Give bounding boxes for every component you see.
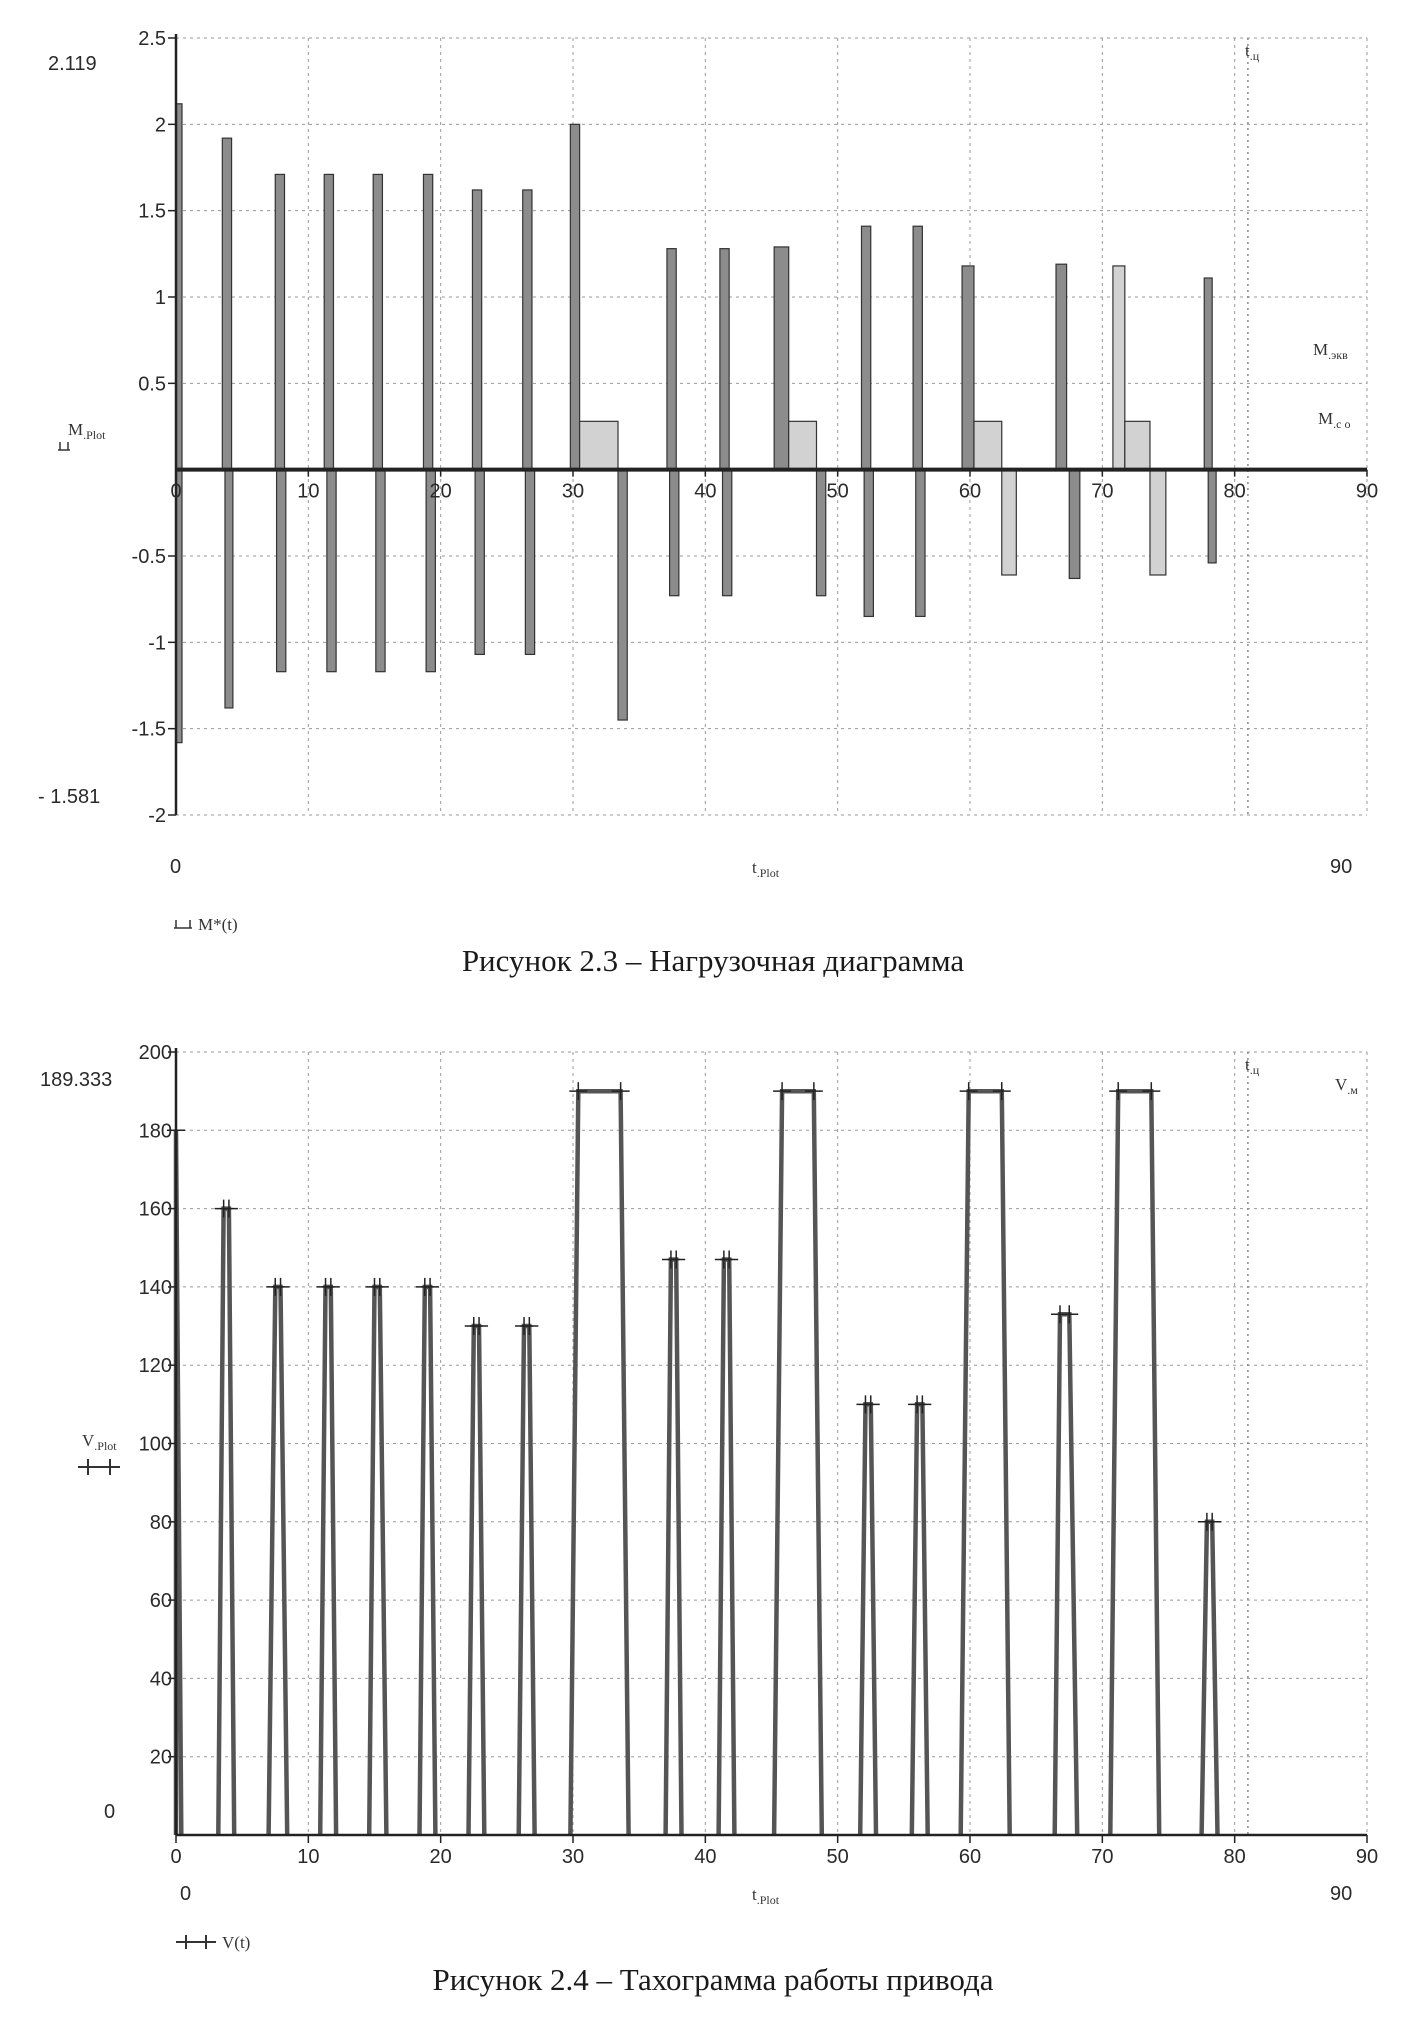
load-ytick-label: 2 — [154, 114, 166, 137]
speed-grid — [176, 1052, 1367, 1835]
load-legend — [174, 915, 238, 934]
load-bar — [222, 138, 231, 470]
load-bar — [667, 249, 676, 470]
speed-ytick-label: 80 — [149, 1511, 172, 1534]
load-tc-marker-label: $t_{.ц}$ — [1245, 41, 1260, 63]
load-xtick-label: 60 — [958, 480, 982, 503]
load-ticks — [132, 28, 1379, 827]
load-bar — [376, 470, 385, 672]
speed-ytick-label: 120 — [138, 1355, 172, 1378]
load-x-axis-label: $t_{.Plot}$ — [752, 858, 780, 880]
load-xtick-label: 80 — [1223, 480, 1246, 503]
speed-ytick-label: 140 — [138, 1276, 172, 1299]
load-bar — [1056, 264, 1067, 469]
speed-ytick-label: 180 — [138, 1120, 172, 1143]
speed-xtick-label: 30 — [561, 1846, 585, 1868]
speed-ytick-label: 200 — [138, 1042, 172, 1064]
speed-y-axis-legend-marker — [78, 1459, 120, 1475]
load-bar — [472, 190, 481, 470]
load-ytick-label: -1 — [148, 632, 166, 655]
load-ymax-label: 2.119 — [48, 53, 97, 75]
load-xtick-label: 40 — [694, 480, 717, 503]
load-ymin-label: - 1.581 — [38, 786, 101, 808]
load-bar — [523, 190, 532, 470]
load-bar — [1002, 470, 1017, 575]
load-bar — [1125, 421, 1150, 469]
speed-ytick-label: 20 — [149, 1746, 172, 1769]
load-xtick-label: 90 — [1355, 480, 1379, 503]
load-bar — [423, 174, 432, 469]
load-bar — [723, 470, 732, 596]
speed-x-range-left: 0 — [180, 1883, 192, 1905]
speed-x-axis-label: $t_{.Plot}$ — [752, 1885, 780, 1907]
speed-pulse — [469, 1326, 485, 1835]
speed-xtick-label: 0 — [170, 1846, 182, 1868]
load-bar — [1069, 470, 1080, 579]
speed-pulse — [719, 1260, 735, 1836]
load-bar — [1113, 266, 1125, 470]
speed-pulse — [961, 1091, 1010, 1835]
speed-pulse — [1110, 1091, 1159, 1835]
load-bar — [789, 421, 817, 469]
speed-legend-text: V(t) — [222, 1933, 251, 1952]
speed-x-range-right: 90 — [1330, 1883, 1353, 1905]
speed-xtick-label: 10 — [297, 1846, 320, 1868]
load-bar — [1150, 470, 1166, 575]
load-xtick-label: 30 — [561, 480, 585, 503]
load-y-axis-legend-marker — [58, 442, 70, 450]
tachogram-chart — [0, 1030, 1427, 2035]
load-bar — [962, 266, 974, 470]
load-bar — [670, 470, 679, 596]
speed-axes — [176, 1048, 1367, 1835]
load-bar — [1208, 470, 1216, 563]
speed-caption: Рисунок 2.4 – Тахограмма работы привода — [432, 1962, 994, 1997]
load-bar — [720, 249, 729, 470]
speed-xtick-label: 70 — [1091, 1846, 1114, 1868]
load-xtick-label: 0 — [170, 480, 182, 503]
speed-pulse — [269, 1287, 288, 1835]
load-ytick-label: 1 — [154, 287, 166, 309]
load-xtick-label: 10 — [297, 480, 320, 503]
load-bar — [974, 421, 1002, 469]
load-bar — [277, 470, 286, 672]
load-ytick-label: 0.5 — [138, 373, 166, 396]
speed-ymax-label: 189.333 — [40, 1069, 113, 1091]
load-x-range-right: 90 — [1330, 856, 1353, 878]
load-bar — [864, 470, 873, 617]
speed-pulse — [666, 1260, 682, 1836]
load-diagram-figure — [0, 0, 1427, 1000]
load-bar — [861, 226, 870, 469]
load-xtick-label: 70 — [1091, 480, 1114, 503]
speed-pulse — [420, 1287, 436, 1835]
speed-pulse — [774, 1091, 822, 1835]
load-bar — [1204, 278, 1212, 470]
speed-series — [167, 1082, 1221, 1835]
load-legend-text: M*(t) — [198, 915, 238, 934]
load-m-co-label: $M_{.с о}$ — [1318, 409, 1351, 431]
load-bar — [324, 174, 333, 469]
load-bar — [373, 174, 382, 469]
load-bar — [225, 470, 233, 708]
speed-ytick-label: 60 — [149, 1590, 172, 1613]
speed-xtick-label: 60 — [958, 1846, 982, 1868]
load-x-range-left: 0 — [170, 856, 182, 878]
speed-ytick-label: 160 — [138, 1198, 172, 1221]
speed-pulse — [912, 1404, 928, 1835]
load-diagram-chart — [0, 0, 1427, 1000]
load-bar — [816, 470, 825, 596]
load-bars — [176, 104, 1216, 743]
load-bar — [774, 247, 789, 470]
speed-xtick-label: 20 — [429, 1846, 452, 1868]
tachogram-figure — [0, 1030, 1427, 2035]
load-bar — [570, 124, 579, 469]
load-bar — [327, 470, 336, 672]
speed-xtick-label: 90 — [1355, 1846, 1379, 1868]
speed-pulse — [860, 1404, 876, 1835]
speed-legend — [176, 1933, 250, 1952]
load-bar — [525, 470, 534, 655]
load-bar — [580, 421, 618, 469]
load-m-ekv-label: $M_{.экв}$ — [1313, 340, 1348, 362]
speed-xtick-label: 40 — [694, 1846, 717, 1868]
speed-pulse — [570, 1091, 628, 1835]
load-ytick-label: 1.5 — [138, 200, 166, 223]
speed-y-axis-label: $V_{.Plot}$ — [82, 1431, 117, 1453]
speed-pulse — [1202, 1522, 1218, 1835]
load-ytick-label: 2.5 — [138, 28, 166, 50]
load-ytick-label: -1.5 — [131, 718, 166, 741]
load-y-axis-label: $M_{.Plot}$ — [68, 420, 106, 442]
speed-tc-marker-label: $t_{.ц}$ — [1245, 1055, 1260, 1077]
speed-ytick-label: 100 — [138, 1433, 172, 1456]
load-axes — [176, 34, 1367, 815]
load-bar — [475, 470, 484, 655]
load-xtick-label: 50 — [826, 480, 849, 503]
speed-xtick-label: 50 — [826, 1846, 849, 1868]
speed-xtick-label: 80 — [1223, 1846, 1246, 1868]
speed-pulse — [369, 1287, 386, 1835]
load-bar — [275, 174, 284, 469]
speed-vm-label: $V_{.м}$ — [1335, 1075, 1358, 1097]
speed-ytick-label: 40 — [149, 1668, 172, 1691]
load-ytick-label: -0.5 — [131, 546, 166, 568]
load-bar — [618, 470, 627, 720]
load-caption: Рисунок 2.3 – Нагрузочная диаграмма — [461, 943, 965, 978]
load-bar — [916, 470, 925, 617]
speed-pulse — [519, 1326, 535, 1835]
speed-pulse — [320, 1287, 336, 1835]
load-ytick-label: -2 — [148, 805, 166, 827]
load-xtick-label: 20 — [429, 480, 452, 503]
speed-ymin-label: 0 — [104, 1801, 116, 1823]
load-grid — [176, 38, 1367, 815]
load-bar — [913, 226, 922, 469]
